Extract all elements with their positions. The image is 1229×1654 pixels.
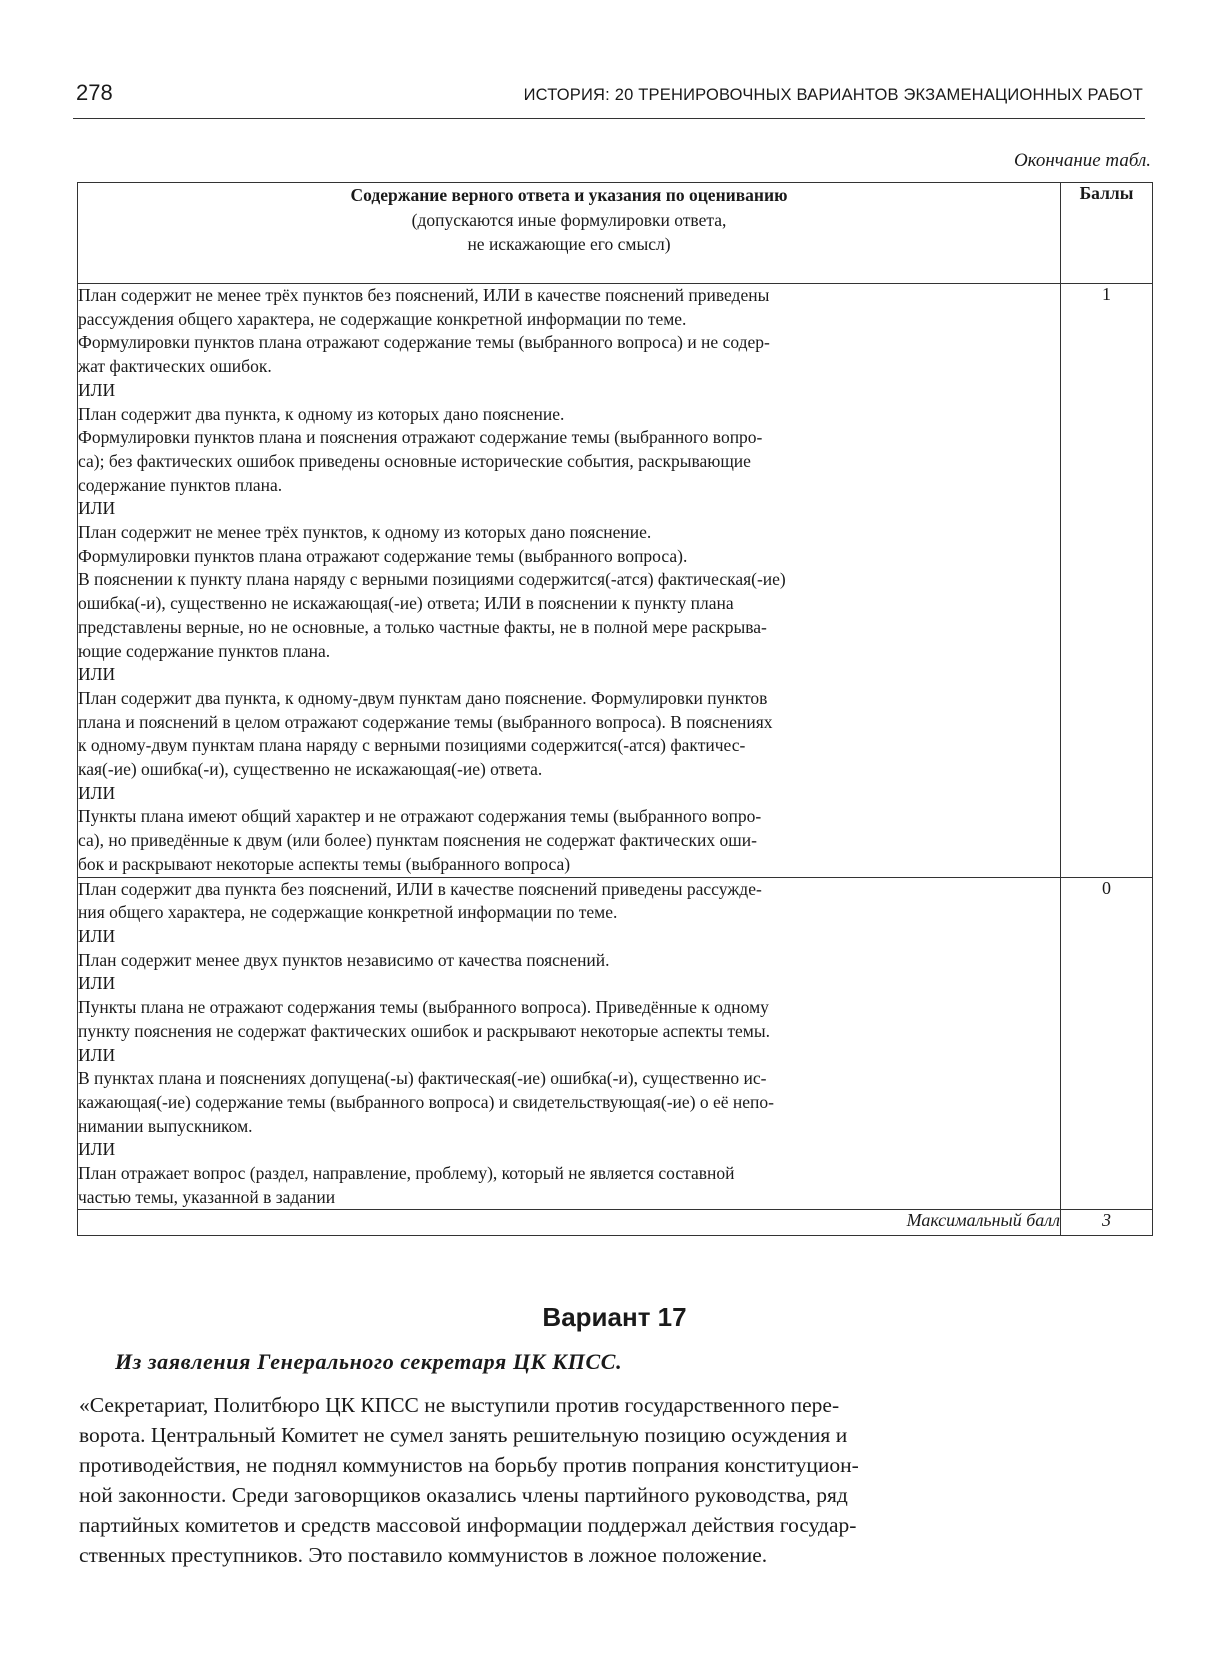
text-line: ИЛИ <box>78 782 116 803</box>
table-row <box>78 284 1153 878</box>
page-number: 278 <box>76 80 113 105</box>
criteria-text-cell <box>78 284 1061 878</box>
text-line: План содержит менее двух пунктов независимо от качества пояснений. <box>78 949 610 970</box>
page-header <box>73 78 1145 119</box>
text-line: План содержит два пункта, к одному из которых дано пояснение. <box>78 403 565 424</box>
text-line: ИЛИ <box>78 1044 116 1065</box>
score-cell: 0 <box>1061 877 1153 1210</box>
text-line: План содержит два пункта, к одному-двум пунктам дано пояснение. Формулировки пунктов <box>78 687 768 708</box>
text-line: кажающая(-ие) содержание темы (выбранного вопроса) и свидетельствующая(-ие) о её непо- <box>78 1091 775 1112</box>
text-line: ИЛИ <box>78 973 116 994</box>
text-line: к одному-двум пунктам плана наряду с верными позициями содержится(-атся) фактичес- <box>78 735 746 756</box>
text-line: План содержит не менее трёх пунктов без пояснений, ИЛИ в качестве пояснений приведены <box>78 285 770 305</box>
quote-paragraph <box>79 1390 1149 1570</box>
quote-line: ственных преступников. Это поставило коммунистов в ложное положение. <box>79 1543 768 1567</box>
text-line: Формулировки пунктов плана отражают содержание темы (выбранного вопроса). <box>78 545 688 566</box>
text-line: План отражает вопрос (раздел, направление, проблему), который не является составной <box>78 1163 735 1184</box>
max-score-value: 3 <box>1061 1210 1153 1236</box>
score-column-header: Баллы <box>1061 183 1153 284</box>
criteria-table <box>77 182 1153 1236</box>
quote-line: ворота. Центральный Комитет не сумел занять решительную позицию осуждения и <box>79 1423 848 1447</box>
text-line: План содержит не менее трёх пунктов, к одному из которых дано пояснение. <box>78 522 652 543</box>
text-line: ния общего характера, не содержащие конкретной информации по теме. <box>78 902 618 923</box>
text-line: жат фактических ошибок. <box>78 356 272 377</box>
content-column-header <box>78 183 1061 284</box>
text-line: содержание пунктов плана. <box>78 474 283 495</box>
table-header-row <box>78 183 1153 284</box>
max-score-row <box>78 1210 1153 1236</box>
text-line: ИЛИ <box>78 498 116 519</box>
text-line: нимании выпускником. <box>78 1115 253 1136</box>
text-line: рассуждения общего характера, не содержащие конкретной информации по теме. <box>78 308 687 329</box>
text-line: В пояснении к пункту плана наряду с верными позициями содержится(-атся) фактическая(-ие) <box>78 569 786 590</box>
text-line: пункту пояснения не содержат фактических ошибок и раскрывают некоторые аспекты темы. <box>78 1020 770 1041</box>
text-line: частью темы, указанной в задании <box>78 1186 336 1207</box>
quote-line: ной законности. Среди заговорщиков оказались члены партийного руководства, ряд <box>79 1483 848 1507</box>
max-score-label: Максимальный балл <box>78 1210 1061 1236</box>
text-line: ющие содержание пунктов плана. <box>78 640 331 661</box>
source-title: Из заявления Генерального секретаря ЦК КПСС. <box>115 1349 623 1374</box>
table-caption: Окончание табл. <box>1013 150 1151 171</box>
content-note-line: не искажающие его смысл) <box>467 234 671 254</box>
text-line: ошибка(-и), существенно не искажающая(-ие) ответа; ИЛИ в пояснении к пункту плана <box>78 593 734 614</box>
criteria-text-cell <box>78 877 1061 1210</box>
text-line: В пунктах плана и пояснениях допущена(-ы) фактическая(-ие) ошибка(-и), существенно ис- <box>78 1068 767 1089</box>
text-line: ИЛИ <box>78 925 116 946</box>
text-line: ИЛИ <box>78 1139 116 1160</box>
text-line: План содержит два пункта без пояснений, ИЛИ в качестве пояснений приведены рассужде- <box>78 878 762 899</box>
text-line: Пункты плана имеют общий характер и не отражают содержания темы (выбранного вопро- <box>78 806 762 827</box>
table-row <box>78 877 1153 1210</box>
text-line: представлены верные, но не основные, а только частные факты, не в полной мере раскрыва- <box>78 616 767 637</box>
text-line: са), но приведённые к двум (или более) пунктам пояснения не содержат фактических оши- <box>78 830 757 851</box>
text-line: Пункты плана не отражают содержания темы (выбранного вопроса). Приведённые к одному <box>78 997 769 1018</box>
content-note-line: (допускаются иные формулировки ответа, <box>411 209 727 230</box>
score-cell: 1 <box>1061 284 1153 878</box>
text-line: кая(-ие) ошибка(-и), существенно не искажающая(-ие) ответа. <box>78 759 543 780</box>
text-line: бок и раскрывают некоторые аспекты темы (выбранного вопроса) <box>78 853 571 874</box>
text-line: са); без фактических ошибок приведены основные исторические события, раскрывающие <box>78 450 751 471</box>
content-title: Содержание верного ответа и указания по оцениванию <box>350 185 788 205</box>
running-title: ИСТОРИЯ: 20 ТРЕНИРОВОЧНЫХ ВАРИАНТОВ ЭКЗАМЕНАЦИОННЫХ РАБОТ <box>523 86 1143 104</box>
text-line: ИЛИ <box>78 664 116 685</box>
quote-line: партийных комитетов и средств массовой информации поддержал действия государ- <box>79 1513 857 1537</box>
text-line: Формулировки пунктов плана и пояснения отражают содержание темы (выбранного вопро- <box>78 427 763 448</box>
variant-title: Вариант 17 <box>542 1302 687 1332</box>
quote-line: противодействия, не поднял коммунистов на борьбу против попрания конституцион- <box>79 1453 859 1477</box>
quote-line: «Секретариат, Политбюро ЦК КПСС не выступили против государственного пере- <box>79 1393 840 1417</box>
text-line: Формулировки пунктов плана отражают содержание темы (выбранного вопроса) и не содер- <box>78 332 770 353</box>
text-line: ИЛИ <box>78 379 116 400</box>
text-line: плана и пояснений в целом отражают содержание темы (выбранного вопроса). В пояснениях <box>78 711 773 732</box>
